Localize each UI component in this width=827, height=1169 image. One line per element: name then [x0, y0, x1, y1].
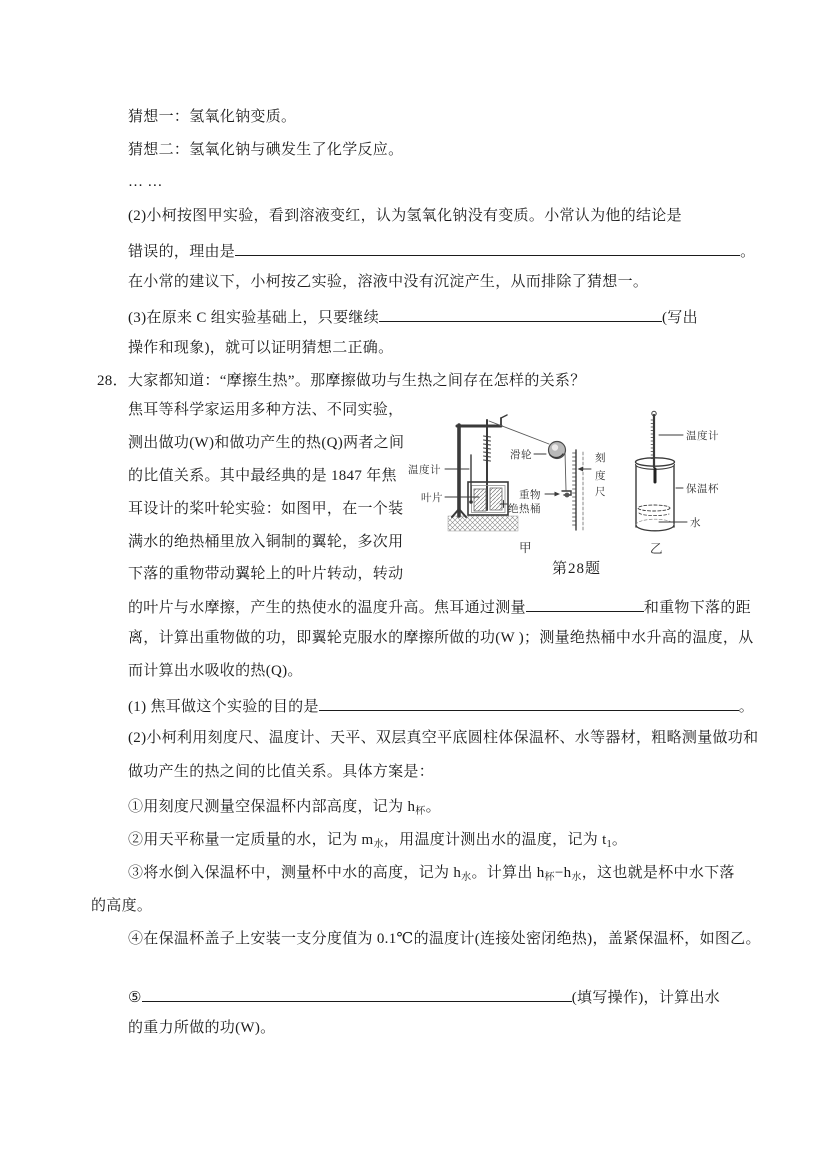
- text-line: [128, 468, 397, 485]
- text-line: [128, 799, 441, 816]
- string-to-pulley: [489, 421, 549, 444]
- text-line: [128, 501, 403, 518]
- subscript: 杯: [415, 806, 426, 817]
- text-line: [128, 241, 755, 258]
- text-line: [128, 663, 303, 680]
- text-line: [128, 435, 404, 452]
- text-run: 的叶片与水摩擦，产生的热使水的温度升高。焦耳通过测量: [128, 600, 526, 616]
- text-line: [128, 109, 296, 126]
- text-run: 和重物下落的距: [643, 600, 751, 616]
- jia-figure-label: 甲: [519, 541, 532, 555]
- subscript: 水: [373, 839, 384, 850]
- text-run: 操作和现象)，就可以证明猜想二正确。: [128, 340, 394, 356]
- text-run: 的比值关系。其中最经典的是 1847 年焦: [128, 468, 397, 484]
- water-line: [638, 505, 670, 511]
- text-run: 。计算出 h: [471, 865, 545, 881]
- text-run: ，用温度计测出水的温度，记为 t: [383, 832, 607, 848]
- text-run: (2)小柯按图甲实验，看到溶液变红，认为氢氧化钠没有变质。小常认为他的结论是: [128, 208, 682, 224]
- jia-ruler-char-3: 尺: [595, 487, 606, 498]
- text-line: [128, 630, 754, 647]
- cup-bottom: [636, 525, 674, 531]
- text-line: [128, 402, 403, 419]
- subscript: 杯: [544, 872, 555, 883]
- text-run: 猜想二：氢氧化钠与碘发生了化学反应。: [128, 142, 404, 158]
- yi-water-label: 水: [690, 518, 701, 529]
- paddle-left: [474, 489, 486, 511]
- text-line: [128, 208, 682, 225]
- text-run: ，这也就是杯中水下落: [581, 865, 735, 881]
- answer-blank: [235, 241, 740, 256]
- text-line: [128, 174, 163, 191]
- text-line: [128, 142, 403, 159]
- text-run: 。: [738, 699, 755, 715]
- jia-bucket-label: 绝热桶: [508, 504, 541, 515]
- text-run: 做功产生的热之间的比值关系。具体方案是：: [128, 764, 435, 780]
- text-line: [128, 730, 758, 747]
- text-run: ②用天平称量一定质量的水，记为 m: [128, 832, 374, 848]
- text-line: [128, 566, 403, 583]
- text-line: [128, 931, 761, 948]
- jia-blade-label: 叶片: [421, 493, 443, 504]
- text-run: (填写操作)，计算出水: [571, 990, 721, 1006]
- text-line: [128, 696, 754, 713]
- text-line: [128, 597, 751, 614]
- text-run: (写出: [662, 310, 698, 326]
- text-run: 焦耳等科学家运用多种方法、不同实验，: [128, 402, 404, 418]
- text-run: 在小常的建议下，小柯按乙实验，溶液中没有沉淀产生，从而排除了猜想一。: [128, 274, 649, 290]
- text-line: [128, 1020, 275, 1037]
- text-run: 离，计算出重物做的功，即翼轮克服水的摩擦所做的功(W )；测量绝热桶中水升高的温度，从: [128, 630, 754, 646]
- text-line: [128, 832, 627, 849]
- jia-ruler-char-1: 刻: [595, 453, 606, 464]
- text-run: ③将水倒入保温杯中，测量杯中水的高度，记为 h: [128, 865, 462, 881]
- text-run: (3)在原来 C 组实验基础上，只要继续: [128, 310, 379, 326]
- thermos-apparatus: [636, 411, 688, 531]
- yi-figure-label: 乙: [650, 542, 663, 556]
- weight-arrowhead: [555, 492, 561, 497]
- answer-blank: [379, 307, 662, 322]
- jia-weight-label: 重物: [519, 490, 541, 501]
- text-run: 的高度。: [91, 898, 153, 914]
- text-line: [91, 898, 152, 915]
- subscript: 水: [461, 872, 472, 883]
- text-run: 28．大家都知道：“摩擦生热”。那摩擦做功与生热之间存在怎样的关系？: [97, 373, 586, 389]
- text-run: 。: [611, 832, 628, 848]
- text-run: (2)小柯利用刻度尺、温度计、天平、双层真空平底圆柱体保温杯、水等器材，粗略测量做功和: [128, 730, 759, 746]
- text-run: ⑤: [128, 990, 142, 1006]
- text-run: 猜想一：氢氧化钠变质。: [128, 109, 297, 125]
- figure-caption: 第28题: [552, 561, 602, 577]
- text-line: [97, 373, 586, 390]
- text-run: (1) 焦耳做这个实验的目的是: [128, 699, 319, 715]
- text-run: 测出做功(W)和做功产生的热(Q)两者之间: [128, 435, 405, 451]
- subscript: 水: [571, 872, 582, 883]
- yi-thermometer-label: 温度计: [686, 431, 719, 442]
- text-run: 错误的，理由是: [128, 244, 236, 260]
- text-line: [128, 865, 735, 882]
- text-line: [128, 534, 403, 551]
- paddle-right: [490, 488, 502, 510]
- text-run: ④在保温杯盖子上安装一支分度值为 0.1℃的温度计(连接处密闭绝热)，盖紧保温杯，如图乙。: [128, 931, 761, 947]
- text-run: 。: [740, 244, 756, 260]
- experiment-figure: [400, 405, 820, 590]
- text-run: −h: [554, 865, 572, 881]
- text-run: … …: [128, 174, 163, 190]
- text-run: 下落的重物带动翼轮上的叶片转动，转动: [128, 566, 404, 582]
- text-line: [128, 987, 720, 1004]
- text-run: 满水的绝热桶里放入铜制的翼轮，多次用: [128, 534, 404, 550]
- string-to-weight: [565, 452, 566, 490]
- ground-hatch: [448, 516, 518, 531]
- text-run: 的重力所做的功(W)。: [128, 1020, 276, 1036]
- answer-blank: [526, 597, 644, 612]
- text-line: [128, 764, 434, 781]
- text-run: 而计算出水吸收的热(Q)。: [128, 663, 303, 679]
- jia-thermometer-label: 温度计: [408, 465, 441, 476]
- text-line: [128, 307, 698, 324]
- jia-ruler-char-2: 度: [595, 471, 606, 482]
- text-line: [128, 340, 393, 357]
- text-line: [128, 274, 648, 291]
- answer-blank: [142, 987, 572, 1002]
- text-run: 耳设计的桨叶轮实验：如图甲，在一个装: [128, 501, 404, 517]
- text-run: 。: [425, 799, 441, 815]
- text-run: ①用刻度尺测量空保温杯内部高度，记为 h: [128, 799, 416, 815]
- yi-cup-label: 保温杯: [686, 484, 719, 495]
- jia-pulley-label: 滑轮: [510, 450, 532, 461]
- subscript: 1: [606, 839, 612, 850]
- answer-blank: [319, 696, 739, 711]
